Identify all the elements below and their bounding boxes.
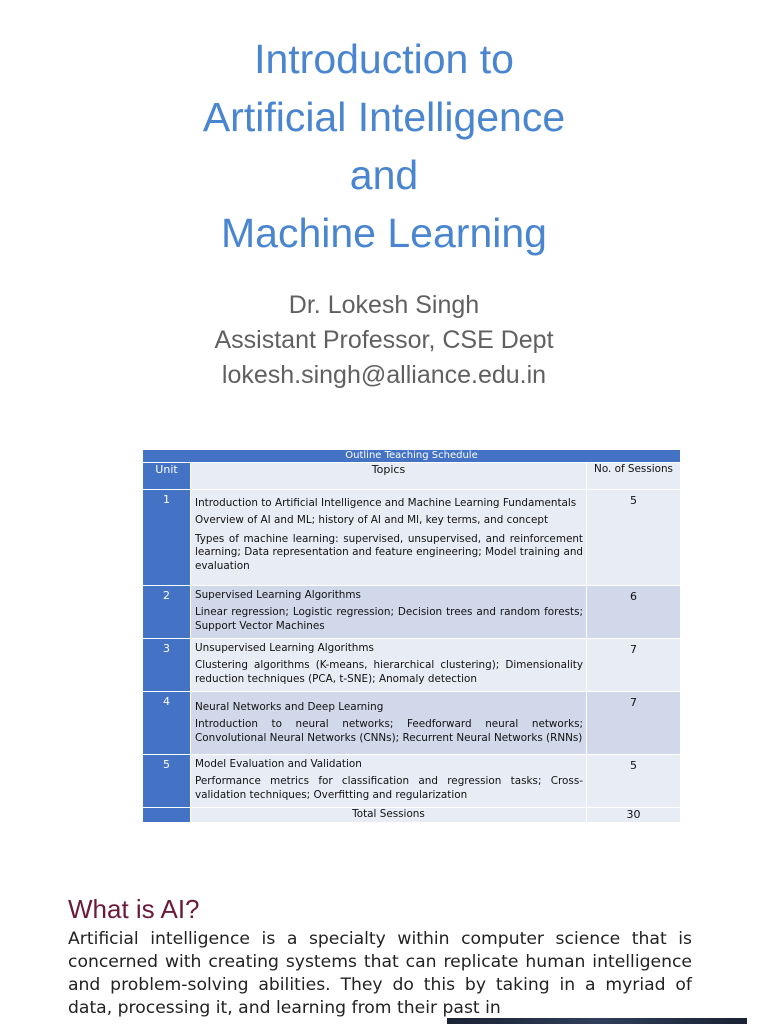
unit-number: 4 [143, 692, 191, 755]
title-line-4: Machine Learning [221, 210, 547, 256]
table-caption: Outline Teaching Schedule [143, 450, 681, 463]
table-row [143, 490, 681, 586]
author-name: Dr. Lokesh Singh [288, 291, 480, 319]
unit-number: 2 [143, 586, 191, 639]
unit-sessions: 7 [587, 639, 681, 692]
unit-number: 5 [143, 755, 191, 808]
unit-heading: Model Evaluation and Validation [195, 758, 362, 770]
header-topics: Topics [191, 463, 587, 490]
table-row [143, 639, 681, 692]
author-block [0, 288, 768, 393]
unit-topics [191, 692, 587, 755]
teaching-schedule-table [142, 449, 681, 823]
title-line-2: Artificial Intelligence [202, 94, 566, 140]
unit-number: 1 [143, 490, 191, 586]
table-row [143, 692, 681, 755]
total-value: 30 [587, 808, 681, 823]
unit-heading: Introduction to Artificial Intelligence and Machine Learning Fundamentals [195, 497, 577, 509]
table-row [143, 755, 681, 808]
section-heading: What is AI? [68, 894, 200, 924]
unit-detail: Introduction to neural networks; Feedforward neural networks; Convolutional Neural Networks (CNNs); Recurrent Neural Networks (RNNs) [195, 718, 583, 744]
unit-detail: Performance metrics for classification and regression tasks; Cross-validation techniques; Overfitting and regularization [195, 775, 583, 801]
unit-detail: Clustering algorithms (K-means, hierarchical clustering); Dimensionality reduction techniques (PCA, t-SNE); Anomaly detection [195, 659, 583, 685]
header-sessions: No. of Sessions [587, 463, 681, 490]
title-line-1: Introduction to [254, 36, 514, 82]
unit-sessions: 7 [587, 692, 681, 755]
total-label: Total Sessions [191, 808, 587, 823]
unit-detail: Overview of AI and ML; history of AI and Ml, key terms, and concept [195, 514, 549, 526]
unit-detail: Types of machine learning: supervised, unsupervised, and reinforcement learning; Data representation and feature engineering; Model training and evaluation [195, 532, 583, 572]
unit-topics [191, 586, 587, 639]
unit-heading: Neural Networks and Deep Learning [195, 701, 384, 713]
unit-heading: Supervised Learning Algorithms [195, 589, 361, 601]
author-position: Assistant Professor, CSE Dept [214, 326, 554, 354]
unit-topics [191, 639, 587, 692]
unit-sessions: 6 [587, 586, 681, 639]
unit-topics [191, 490, 587, 586]
title-line-3: and [349, 152, 419, 198]
unit-heading: Unsupervised Learning Algorithms [195, 642, 374, 654]
partial-image [447, 1018, 747, 1024]
table-row [143, 586, 681, 639]
unit-detail: Linear regression; Logistic regression; Decision trees and random forests; Support Vector Machines [195, 606, 583, 632]
unit-sessions: 5 [587, 490, 681, 586]
document-title [0, 30, 768, 262]
section-paragraph: Artificial intelligence is a specialty within computer science that is concerned with creating systems that can replicate human intelligence and problem-solving abilities. They do this by taking in a myriad of data, processing it, and learning from their past in [68, 929, 692, 1018]
total-spacer [143, 808, 191, 823]
unit-number: 3 [143, 639, 191, 692]
author-email: lokesh.singh@alliance.edu.in [221, 361, 547, 389]
header-unit: Unit [143, 463, 191, 490]
total-row [143, 808, 681, 823]
unit-topics [191, 755, 587, 808]
unit-sessions: 5 [587, 755, 681, 808]
